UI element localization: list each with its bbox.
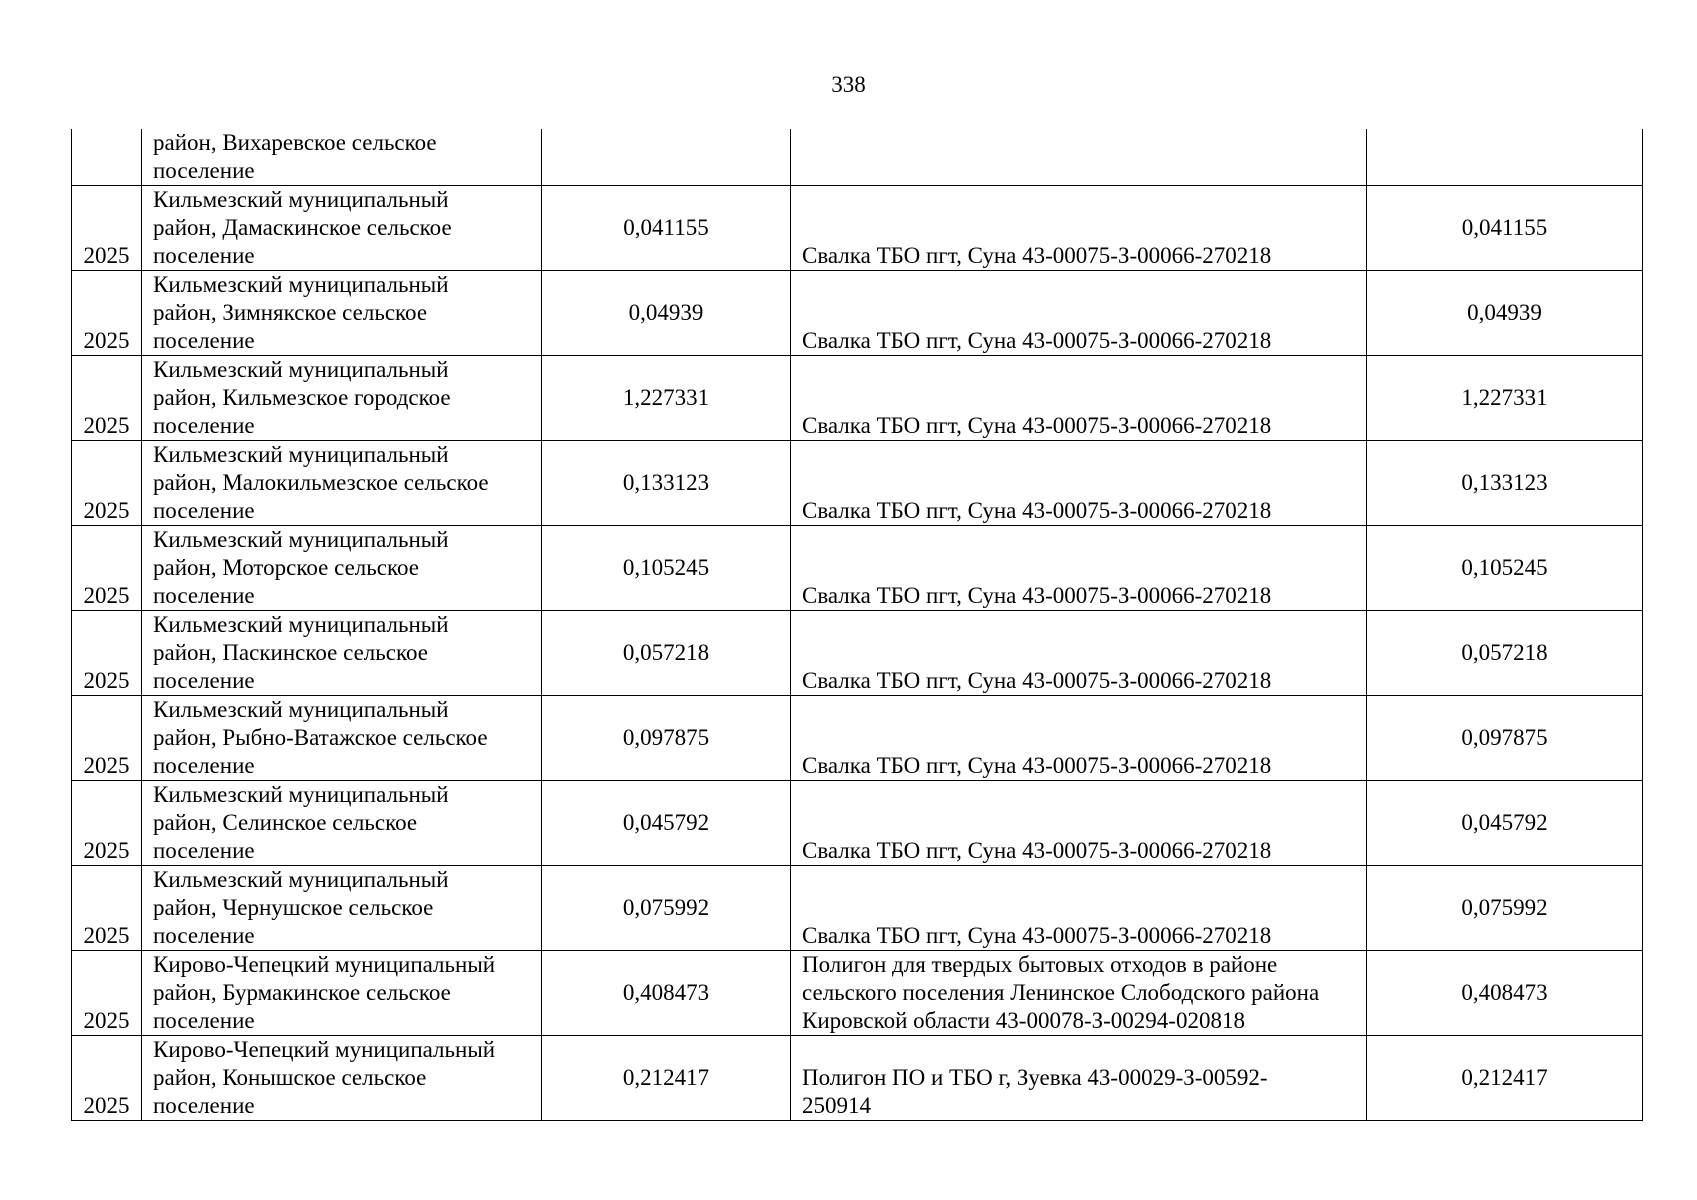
data-table	[71, 129, 1643, 1121]
year-cell	[72, 781, 142, 866]
site-cell	[791, 186, 1367, 271]
area-cell	[142, 696, 542, 781]
value2-text: 0,041155	[1461, 215, 1548, 240]
value2-cell	[1367, 611, 1643, 696]
site-cell	[791, 611, 1367, 696]
value2-text: 1,227331	[1461, 385, 1548, 410]
year-text: 2025	[83, 753, 130, 778]
value-cell	[542, 271, 791, 356]
table-row	[72, 866, 1643, 951]
area-cell	[142, 611, 542, 696]
area-cell	[142, 1036, 542, 1121]
site-text: Свалка ТБО пгт, Суна 43-00075-З-00066-270218	[802, 838, 1272, 863]
year-text: 2025	[83, 243, 130, 268]
year-cell	[72, 1036, 142, 1121]
site-cell	[791, 951, 1367, 1036]
value-text: 0,04939	[628, 300, 704, 325]
year-text: 2025	[83, 923, 130, 948]
area-text: Кильмезский муниципальный район, Рыбно-Ватажское сельское поселение	[153, 697, 488, 778]
year-text: 2025	[83, 413, 130, 438]
year-cell	[72, 186, 142, 271]
value-cell	[542, 129, 791, 186]
value2-cell	[1367, 441, 1643, 526]
value-text: 0,075992	[622, 895, 710, 920]
value2-cell	[1367, 781, 1643, 866]
site-cell	[791, 526, 1367, 611]
value2-text: 0,105245	[1461, 555, 1548, 580]
value2-text: 0,408473	[1461, 980, 1548, 1005]
year-text: 2025	[83, 668, 130, 693]
value2-cell	[1367, 1036, 1643, 1121]
year-cell	[72, 441, 142, 526]
year-text: 2025	[83, 1093, 130, 1118]
value2-cell	[1367, 696, 1643, 781]
value-cell	[542, 866, 791, 951]
value2-text: 0,212417	[1461, 1065, 1548, 1090]
value-text: 0,057218	[622, 640, 710, 665]
year-text: 2025	[83, 328, 130, 353]
area-text: Кирово-Чепецкий муниципальный район, Бурмакинское сельское поселение	[153, 952, 496, 1033]
site-text: Свалка ТБО пгт, Суна 43-00075-З-00066-270218	[802, 243, 1272, 268]
table-row	[72, 1036, 1643, 1121]
area-text: Кильмезский муниципальный район, Дамаскинское сельское поселение	[153, 187, 452, 268]
year-text: 2025	[83, 583, 130, 608]
area-text: район, Вихаревское сельское поселение	[153, 130, 437, 183]
table-row-continuation	[72, 129, 1643, 186]
area-text: Кильмезский муниципальный район, Кильмезское городское поселение	[153, 357, 451, 438]
area-text: Кирово-Чепецкий муниципальный район, Конышское сельское поселение	[153, 1037, 496, 1118]
year-cell	[72, 611, 142, 696]
value-cell	[542, 781, 791, 866]
area-cell	[142, 129, 542, 186]
site-cell	[791, 866, 1367, 951]
value-cell	[542, 186, 791, 271]
value-cell	[542, 696, 791, 781]
year-cell	[72, 696, 142, 781]
site-cell	[791, 356, 1367, 441]
value2-cell	[1367, 356, 1643, 441]
area-text: Кильмезский муниципальный район, Зимнякское сельское поселение	[153, 272, 449, 353]
value-cell	[542, 441, 791, 526]
year-cell	[72, 271, 142, 356]
area-cell	[142, 186, 542, 271]
value-text: 0,097875	[622, 725, 710, 750]
site-text: Свалка ТБО пгт, Суна 43-00075-З-00066-270218	[802, 328, 1272, 353]
year-cell	[72, 951, 142, 1036]
table-row	[72, 781, 1643, 866]
area-text: Кильмезский муниципальный район, Чернушское сельское поселение	[153, 867, 449, 948]
site-cell	[791, 129, 1367, 186]
value2-text: 0,133123	[1461, 470, 1548, 495]
area-text: Кильмезский муниципальный район, Моторское сельское поселение	[153, 527, 449, 608]
year-cell	[72, 526, 142, 611]
value-text: 0,408473	[622, 980, 710, 1005]
area-text: Кильмезский муниципальный район, Паскинское сельское поселение	[153, 612, 449, 693]
value2-text: 0,097875	[1461, 725, 1548, 750]
site-cell	[791, 271, 1367, 356]
value2-text: 0,075992	[1461, 895, 1548, 920]
site-text: Свалка ТБО пгт, Суна 43-00075-З-00066-270218	[802, 583, 1272, 608]
site-cell	[791, 441, 1367, 526]
value2-cell	[1367, 129, 1643, 186]
table-row	[72, 271, 1643, 356]
value2-cell	[1367, 951, 1643, 1036]
year-text: 2025	[83, 498, 130, 523]
site-text: Свалка ТБО пгт, Суна 43-00075-З-00066-270218	[802, 753, 1272, 778]
site-text: Свалка ТБО пгт, Суна 43-00075-З-00066-270218	[802, 413, 1272, 438]
value-text: 0,133123	[622, 470, 710, 495]
area-cell	[142, 866, 542, 951]
area-cell	[142, 781, 542, 866]
value2-text: 0,04939	[1467, 300, 1542, 325]
year-cell	[72, 866, 142, 951]
site-cell	[791, 781, 1367, 866]
site-cell	[791, 696, 1367, 781]
site-text: Свалка ТБО пгт, Суна 43-00075-З-00066-270218	[802, 923, 1272, 948]
site-text: Полигон для твердых бытовых отходов в районе сельского поселения Ленинское Слободского района Кировской области 43-00078-З-00294-020818	[802, 952, 1320, 1033]
site-text: Свалка ТБО пгт, Суна 43-00075-З-00066-270218	[802, 498, 1272, 523]
area-cell	[142, 951, 542, 1036]
area-text: Кильмезский муниципальный район, Селинское сельское поселение	[153, 782, 449, 863]
table-row	[72, 611, 1643, 696]
table-row	[72, 186, 1643, 271]
value2-cell	[1367, 526, 1643, 611]
value-cell	[542, 951, 791, 1036]
value-text: 1,227331	[622, 385, 710, 410]
value-text: 0,041155	[623, 215, 709, 240]
year-cell	[72, 356, 142, 441]
value-text: 0,212417	[622, 1065, 710, 1090]
table-row	[72, 951, 1643, 1036]
value-cell	[542, 526, 791, 611]
table-row	[72, 526, 1643, 611]
table-row	[72, 696, 1643, 781]
value2-cell	[1367, 866, 1643, 951]
site-text: Полигон ПО и ТБО г, Зуевка 43-00029-З-00592- 250914	[802, 1065, 1268, 1118]
value2-text: 0,057218	[1461, 640, 1548, 665]
year-text: 2025	[83, 838, 130, 863]
area-text: Кильмезский муниципальный район, Малокильмезское сельское поселение	[153, 442, 489, 523]
value-text: 0,105245	[622, 555, 710, 580]
value2-cell	[1367, 271, 1643, 356]
site-cell	[791, 1036, 1367, 1121]
value-cell	[542, 611, 791, 696]
area-cell	[142, 271, 542, 356]
site-text: Свалка ТБО пгт, Суна 43-00075-З-00066-270218	[802, 668, 1272, 693]
value-cell	[542, 356, 791, 441]
table-row	[72, 356, 1643, 441]
area-cell	[142, 526, 542, 611]
year-text: 2025	[83, 1008, 130, 1033]
page-number: 338	[831, 72, 866, 97]
area-cell	[142, 441, 542, 526]
table-row	[72, 441, 1643, 526]
value2-cell	[1367, 186, 1643, 271]
year-cell	[72, 129, 142, 186]
value-cell	[542, 1036, 791, 1121]
value2-text: 0,045792	[1461, 810, 1548, 835]
value-text: 0,045792	[622, 810, 710, 835]
area-cell	[142, 356, 542, 441]
